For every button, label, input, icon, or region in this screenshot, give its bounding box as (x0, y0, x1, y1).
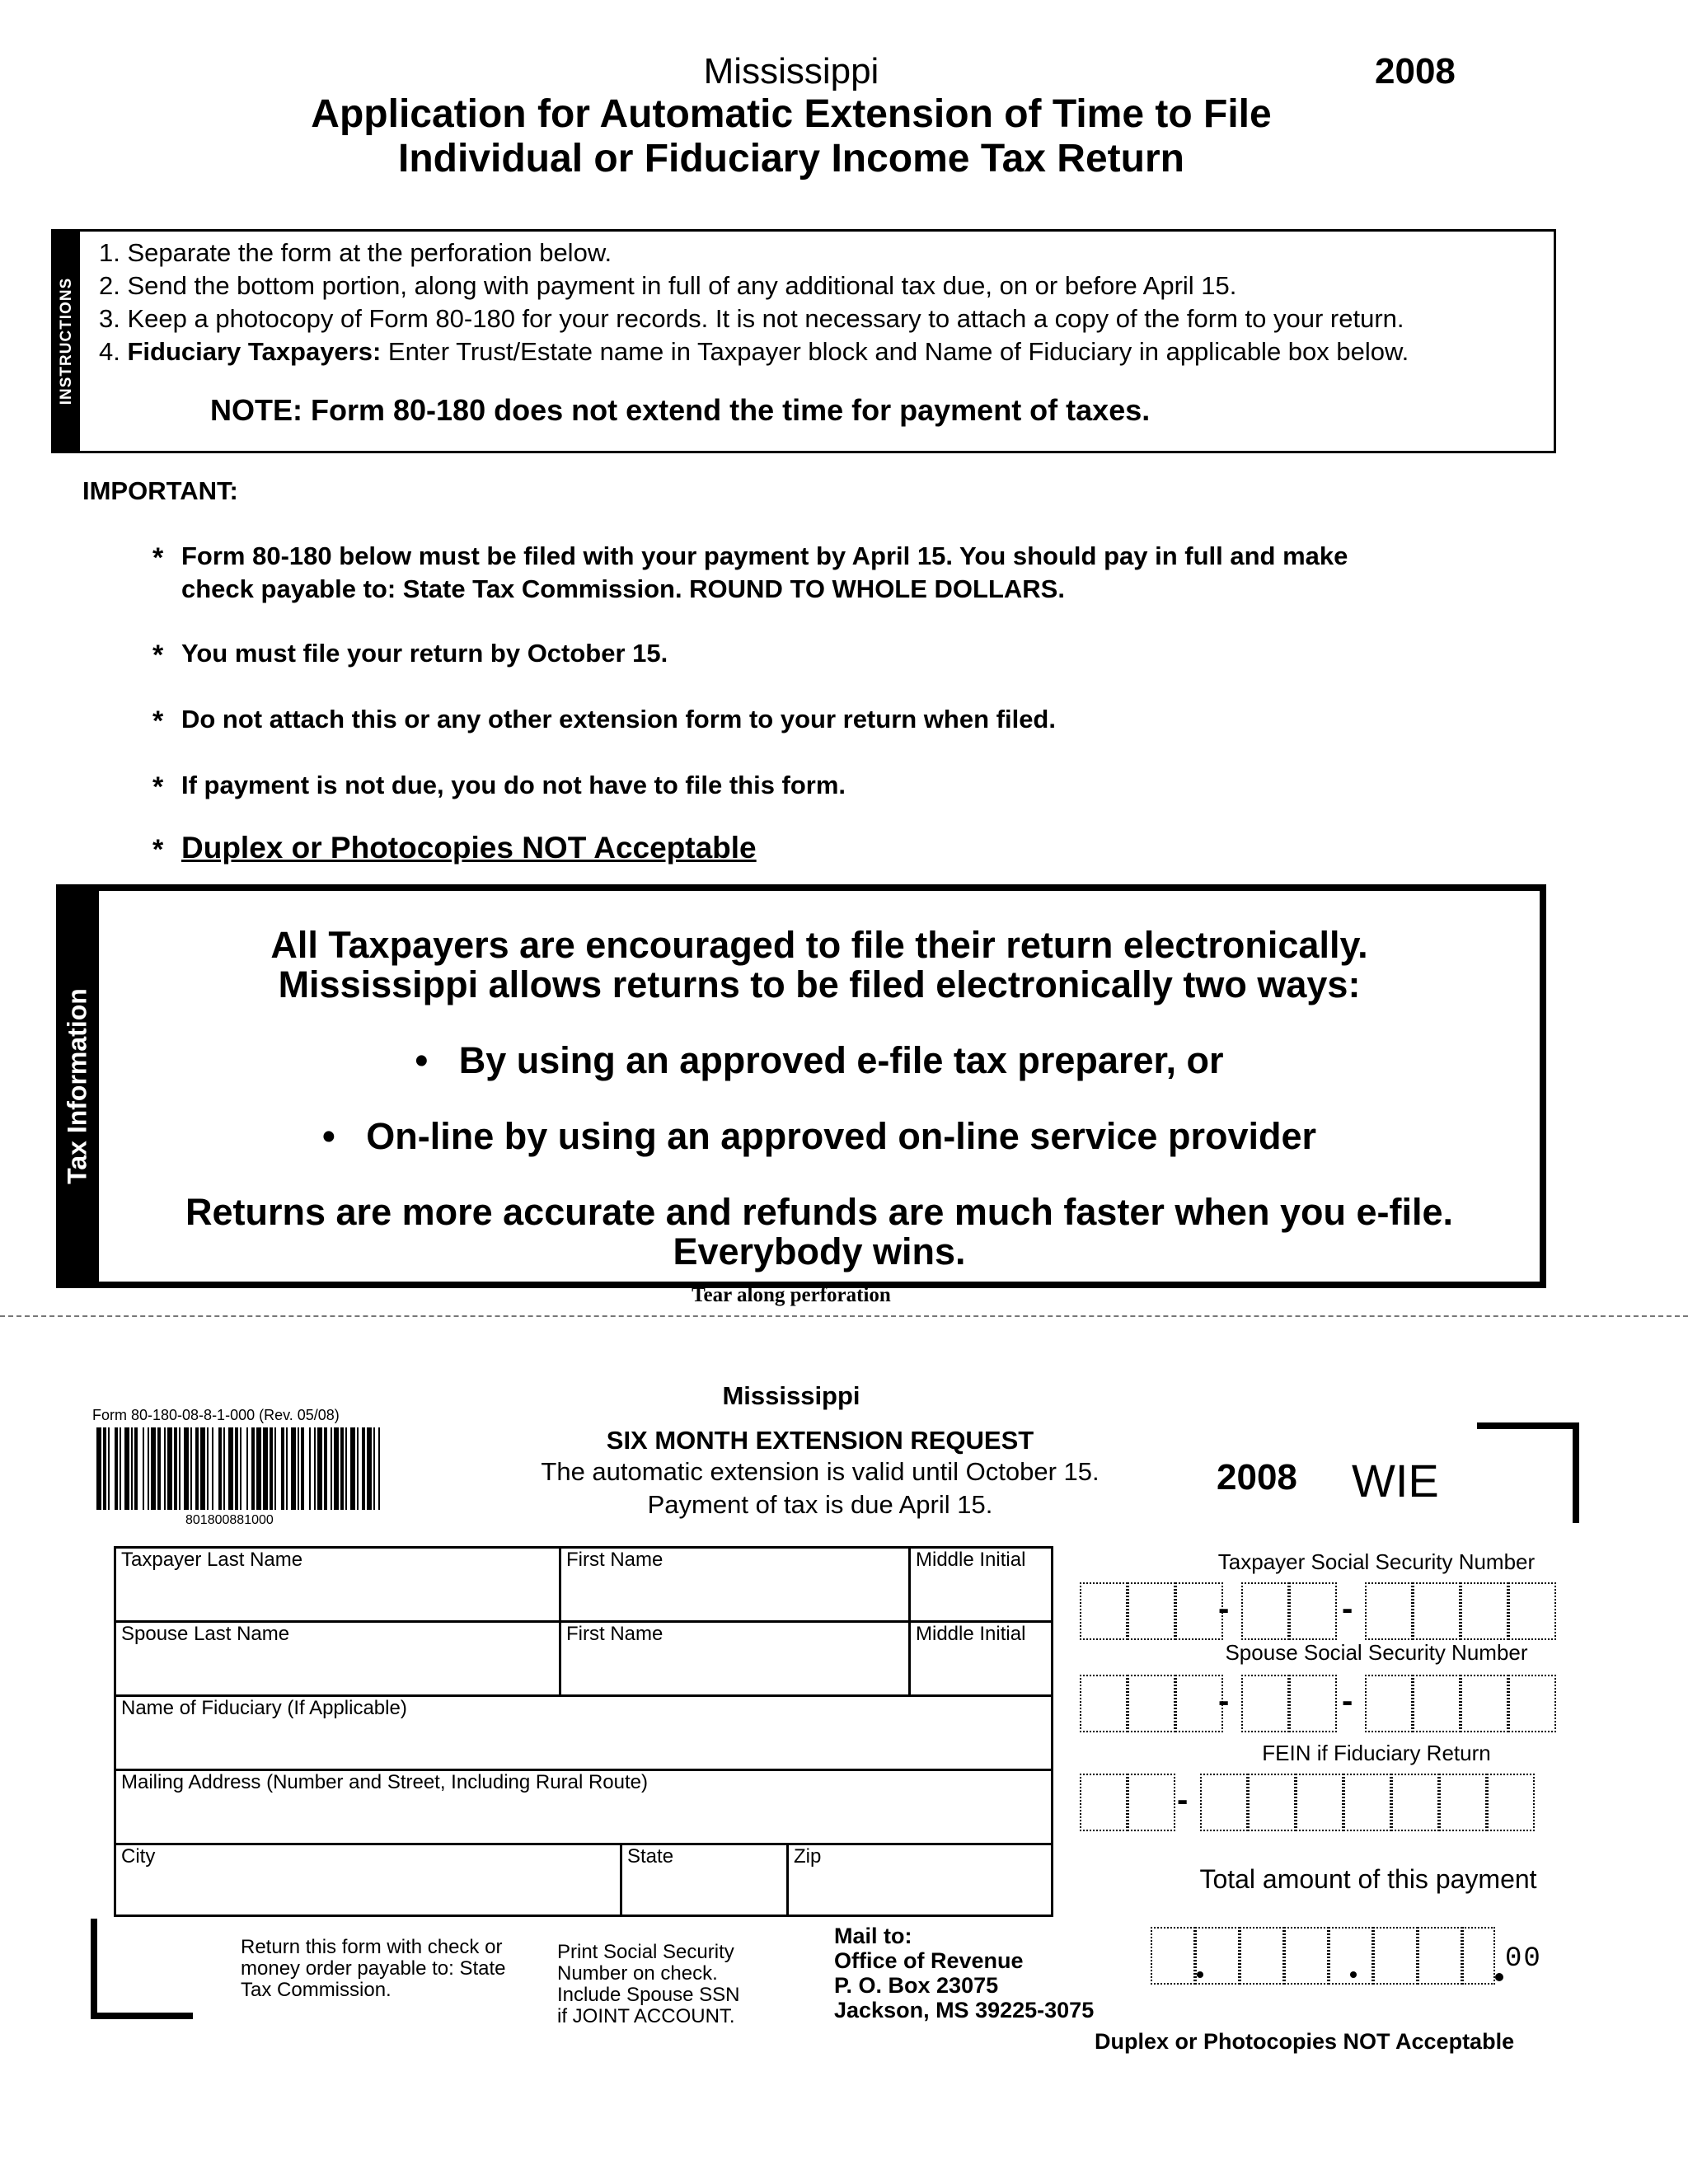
instructions-box (51, 229, 1556, 453)
barcode-number: 801800881000 (185, 1513, 274, 1527)
fiduciary-label: Fiduciary Taxpayers: (127, 337, 382, 366)
ssn-digit-box[interactable] (1080, 1582, 1128, 1640)
tax-info-box (56, 884, 1546, 1288)
mail-line: Mail to: (834, 1924, 912, 1948)
ssn-digit-box[interactable] (1365, 1675, 1413, 1732)
field-label: State (627, 1845, 674, 1868)
print-line: Include Spouse SSN (557, 1984, 740, 2006)
important-item (152, 637, 1348, 670)
title-line-1: Application for Automatic Extension of Time to File (311, 92, 1272, 136)
asterisk-icon: * (152, 542, 164, 574)
fein-digit-box[interactable] (1391, 1774, 1439, 1831)
mailing-address (834, 1924, 1094, 2022)
instructions-note: NOTE: Form 80-180 does not extend the time for payment of taxes. (210, 393, 1151, 427)
title-line-2: Individual or Fiduciary Income Tax Return (398, 137, 1184, 180)
taxpayer-middle-initial-field[interactable] (911, 1549, 1051, 1623)
instruction-item-number: 4. (99, 337, 128, 366)
ssn-dash: - (1342, 1591, 1353, 1627)
duplex-note: Duplex or Photocopies NOT Acceptable (1095, 2029, 1515, 2054)
field-label: Middle Initial (916, 1623, 1026, 1645)
ssn-digit-box[interactable] (1461, 1582, 1508, 1640)
ssn-digit-box[interactable] (1241, 1582, 1289, 1640)
form-due-line: Payment of tax is due April 15. (647, 1490, 993, 1519)
asterisk-icon: * (152, 834, 164, 865)
bullet-icon: • (415, 1039, 429, 1081)
field-label: Taxpayer Last Name (121, 1549, 303, 1571)
return-instructions (241, 1937, 506, 2001)
asterisk-icon: * (152, 640, 164, 671)
important-item (152, 832, 1348, 866)
print-line: Print Social Security (557, 1941, 734, 1963)
cents-value: 00 (1505, 1943, 1542, 1975)
fiduciary-name-field[interactable] (116, 1697, 1051, 1771)
mail-line: P. O. Box 23075 (834, 1973, 999, 1998)
perforation-line (0, 1315, 1688, 1317)
fein-digit-box[interactable] (1128, 1774, 1175, 1831)
asterisk-icon: * (152, 705, 164, 737)
form-code: WIE (1352, 1455, 1439, 1507)
taxpayer-first-name-field[interactable] (561, 1549, 911, 1623)
field-label: Spouse Last Name (121, 1623, 290, 1645)
efile-option (99, 1041, 1540, 1080)
taxpayer-last-name-field[interactable] (116, 1549, 561, 1623)
form-state: Mississippi (722, 1381, 860, 1410)
important-item-text: Do not attach this or any other extension form to your return when filed. (181, 705, 1056, 733)
spouse-last-name-field[interactable] (116, 1623, 561, 1697)
ssn-digit-box[interactable] (1241, 1675, 1289, 1732)
ssn-digit-box[interactable] (1080, 1675, 1128, 1732)
taxpayer-ssn-field[interactable] (1080, 1582, 1566, 1640)
ssn-digit-box[interactable] (1175, 1582, 1223, 1640)
spouse-middle-initial-field[interactable] (911, 1623, 1051, 1697)
fein-digit-box[interactable] (1487, 1774, 1535, 1831)
efile-option (99, 1117, 1540, 1156)
mailing-address-field[interactable] (116, 1771, 1051, 1845)
fein-dash: - (1177, 1782, 1189, 1818)
spouse-ssn-field[interactable] (1080, 1675, 1566, 1732)
mail-line: Jackson, MS 39225-3075 (834, 1998, 1095, 2022)
important-heading: IMPORTANT: (82, 476, 238, 505)
header-year: 2008 (1375, 51, 1456, 91)
duplex-warning: Duplex or Photocopies NOT Acceptable (181, 831, 757, 865)
fein-digit-box[interactable] (1248, 1774, 1296, 1831)
spouse-ssn-label: Spouse Social Security Number (1225, 1640, 1528, 1665)
state-field[interactable] (622, 1845, 789, 1915)
header-state: Mississippi (703, 51, 879, 91)
amount-digit-box[interactable] (1373, 1927, 1418, 1985)
taxpayer-ssn-label: Taxpayer Social Security Number (1217, 1549, 1536, 1574)
ssn-digit-box[interactable] (1508, 1675, 1556, 1732)
ssn-digit-box[interactable] (1289, 1675, 1337, 1732)
field-label: Middle Initial (916, 1549, 1026, 1571)
ssn-digit-box[interactable] (1289, 1582, 1337, 1640)
tax-info-line: Everybody wins. (673, 1230, 966, 1272)
amount-digit-box[interactable] (1418, 1927, 1462, 1985)
spouse-first-name-field[interactable] (561, 1623, 911, 1697)
ssn-digit-box[interactable] (1508, 1582, 1556, 1640)
instructions-list (99, 237, 1545, 368)
ssn-digit-box[interactable] (1365, 1582, 1413, 1640)
ssn-dash: - (1218, 1591, 1230, 1627)
instructions-tab-label: INSTRUCTIONS (58, 277, 75, 405)
return-line: Return this form with check or (241, 1936, 503, 1958)
ssn-digit-box[interactable] (1128, 1675, 1175, 1732)
important-list (152, 540, 1348, 866)
field-label: Zip (794, 1845, 822, 1868)
efile-option-text: On-line by using an approved on-line service provider (366, 1115, 1317, 1157)
corner-mark-top-right (1477, 1422, 1579, 1523)
field-label: Name of Fiduciary (If Applicable) (121, 1697, 407, 1719)
tear-label: Tear along perforation (692, 1284, 891, 1306)
field-label: City (121, 1845, 156, 1868)
tax-info-line: All Taxpayers are encouraged to file their return electronically. (270, 924, 1368, 966)
print-line: if JOINT ACCOUNT. (557, 2005, 735, 2027)
amount-digit-box[interactable] (1462, 1927, 1495, 1985)
important-item (152, 540, 1348, 606)
total-payment-label: Total amount of this payment (1199, 1864, 1537, 1894)
instruction-item: 2. Send the bottom portion, along with payment in full of any additional tax due, on or before April 15. (99, 271, 1237, 300)
important-item-text: If payment is not due, you do not have to file this form. (181, 771, 846, 799)
important-item (152, 703, 1348, 736)
field-label: First Name (566, 1623, 663, 1645)
tax-info-line: Returns are more accurate and refunds are much faster when you e-file. (185, 1191, 1453, 1233)
asterisk-icon: * (152, 771, 164, 803)
city-field[interactable] (116, 1845, 622, 1915)
instruction-item (99, 335, 1545, 368)
ssn-dash: - (1342, 1683, 1353, 1719)
fein-digit-box[interactable] (1439, 1774, 1487, 1831)
important-item-text: You must file your return by October 15. (181, 639, 668, 668)
important-item-line: check payable to: State Tax Commission. ROUND TO WHOLE DOLLARS. (181, 574, 1065, 603)
mail-line: Office of Revenue (834, 1948, 1024, 1973)
ssn-digit-box[interactable] (1128, 1582, 1175, 1640)
thousands-separator (1350, 1971, 1357, 1978)
form-valid-line: The automatic extension is valid until October 15. (541, 1457, 1100, 1486)
fein-label: FEIN if Fiduciary Return (1262, 1741, 1491, 1765)
amount-digit-box[interactable] (1151, 1927, 1195, 1985)
instruction-item: 3. Keep a photocopy of Form 80-180 for your records. It is not necessary to attach a copy of the form to your return. (99, 304, 1404, 333)
amount-digit-box[interactable] (1284, 1927, 1329, 1985)
tax-info-line: Mississippi allows returns to be filed electronically two ways: (278, 963, 1361, 1005)
fiduciary-text: Enter Trust/Estate name in Taxpayer block and Name of Fiduciary in applicable box below. (381, 337, 1409, 366)
instruction-item: 1. Separate the form at the perforation below. (99, 238, 612, 267)
fein-field[interactable] (1080, 1774, 1533, 1831)
bullet-icon: • (321, 1115, 335, 1157)
efile-option-text: By using an approved e-file tax preparer, or (458, 1039, 1224, 1081)
field-label: First Name (566, 1549, 663, 1571)
fein-digit-box[interactable] (1200, 1774, 1248, 1831)
important-item (152, 769, 1348, 802)
decimal-point (1495, 1973, 1503, 1981)
fein-digit-box[interactable] (1296, 1774, 1343, 1831)
field-label: Mailing Address (Number and Street, Including Rural Route) (121, 1771, 648, 1793)
ssn-digit-box[interactable] (1413, 1675, 1461, 1732)
important-item-line: Form 80-180 below must be filed with your payment by April 15. You should pay in full and make (181, 541, 1348, 570)
tax-info-tab-label: Tax Information (62, 988, 92, 1184)
print-line: Number on check. (557, 1962, 718, 1985)
ssn-dash: - (1218, 1683, 1230, 1719)
return-line: money order payable to: State (241, 1957, 506, 1980)
ssn-digit-box[interactable] (1461, 1675, 1508, 1732)
ssn-digit-box[interactable] (1413, 1582, 1461, 1640)
fein-digit-box[interactable] (1080, 1774, 1128, 1831)
corner-mark-bottom-left (91, 1919, 193, 2019)
taxpayer-fields (114, 1546, 1053, 1917)
tax-info-content (99, 891, 1540, 1282)
amount-digit-box[interactable] (1240, 1927, 1284, 1985)
form-id: Form 80-180-08-8-1-000 (Rev. 05/08) (92, 1407, 340, 1423)
print-ssn-note (557, 1942, 739, 2027)
return-line: Tax Commission. (241, 1979, 392, 2001)
zip-field[interactable] (789, 1845, 1051, 1915)
page-title (0, 92, 1582, 181)
form-title: SIX MONTH EXTENSION REQUEST (606, 1426, 1034, 1455)
total-payment-field[interactable] (1151, 1927, 1505, 1985)
fein-digit-box[interactable] (1343, 1774, 1391, 1831)
form-year: 2008 (1217, 1457, 1297, 1497)
ssn-digit-box[interactable] (1175, 1675, 1223, 1732)
thousands-separator (1197, 1971, 1203, 1978)
tax-info-tab (56, 884, 99, 1288)
